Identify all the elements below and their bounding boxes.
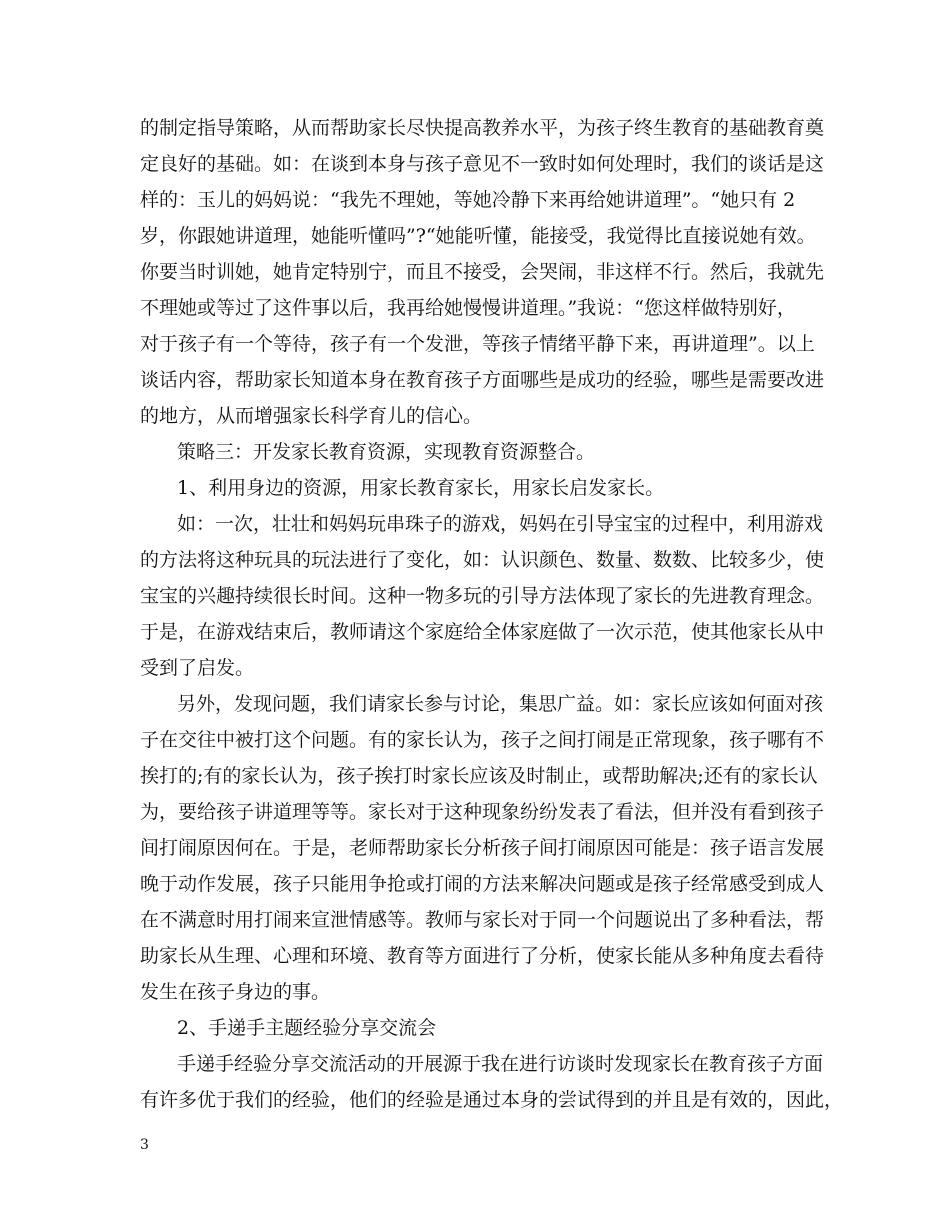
paragraph-line: 间打闹原因何在。于是，老师帮助家长分析孩子间打闹原因可能是：孩子语言发展: [140, 837, 825, 859]
paragraph-line: 如：一次，壮壮和妈妈玩串珠子的游戏，妈妈在引导宝宝的过程中，利用游戏: [177, 513, 824, 535]
paragraph-line: 于是，在游戏结束后，教师请这个家庭给全体家庭做了一次示范，使其他家长从中: [140, 621, 825, 643]
paragraph-line: 在不满意时用打闹来宣泄情感等。教师与家长对于同一个问题说出了多种看法，帮: [140, 909, 825, 931]
paragraph-line: 不理她或等过了这件事以后，我再给她慢慢讲道理。”我说：“您这样做特别好，: [140, 297, 796, 319]
subheading-2: 2、手递手主题经验分享交流会: [177, 1017, 437, 1039]
paragraph-line: 另外，发现问题，我们请家长参与讨论，集思广益。如：家长应该如何面对孩: [177, 693, 824, 715]
paragraph-line: 定良好的基础。如：在谈到本身与孩子意见不一致时如何处理时，我们的谈话是这: [140, 153, 825, 175]
paragraph-line: 的方法将这种玩具的玩法进行了变化，如：认识颜色、数量、数数、比较多少，使: [140, 549, 825, 571]
page-number: 3: [140, 1137, 149, 1153]
paragraph-line: 为，要给孩子讲道理等等。家长对于这种现象纷纷发表了看法，但并没有看到孩子: [140, 801, 825, 823]
paragraph-line: 晚于动作发展，孩子只能用争抢或打闹的方法来解决问题或是孩子经常感受到成人: [140, 873, 825, 895]
subheading-1: 1、利用身边的资源，用家长教育家长，用家长启发家长。: [177, 477, 665, 499]
paragraph-line: 样的：玉儿的妈妈说：“我先不理她，等她冷静下来再给她讲道理”。“她只有 2: [140, 189, 796, 211]
paragraph-line: 子在交往中被打这个问题。有的家长认为，孩子之间打闹是正常现象，孩子哪有不: [140, 729, 825, 751]
paragraph-line: 助家长从生理、心理和环境、教育等方面进行了分析，使家长能从多种角度去看待: [140, 945, 825, 967]
paragraph-line: 手递手经验分享交流活动的开展源于我在进行访谈时发现家长在教育孩子方面: [177, 1053, 824, 1075]
paragraph-line: 你要当时训她，她肯定特别宁，而且不接受，会哭闹，非这样不行。然后，我就先: [140, 261, 825, 283]
paragraph-line: 受到了启发。: [140, 657, 255, 679]
paragraph-line: 的制定指导策略，从而帮助家长尽快提高教养水平，为孩子终生教育的基础教育奠: [140, 117, 825, 139]
paragraph-line: 谈话内容，帮助家长知道本身在教育孩子方面哪些是成功的经验，哪些是需要改进: [140, 369, 825, 391]
paragraph-line: 岁，你跟她讲道理，她能听懂吗”?“她能听懂，能接受，我觉得比直接说她有效。: [140, 225, 816, 247]
paragraph-line: 有许多优于我们的经验，他们的经验是通过本身的尝试得到的并且是有效的，因此，: [140, 1089, 844, 1111]
paragraph-line: 挨打的;有的家长认为，孩子挨打时家长应该及时制止，或帮助解决;还有的家长认: [140, 765, 818, 787]
paragraph-line: 对于孩子有一个等待，孩子有一个发泄，等孩子情绪平静下来，再讲道理”。以上: [140, 333, 815, 355]
paragraph-line: 宝宝的兴趣持续很长时间。这种一物多玩的引导方法体现了家长的先进教育理念。: [140, 585, 825, 607]
section-heading-strategy-3: 策略三：开发家长教育资源，实现教育资源整合。: [177, 441, 596, 463]
paragraph-line: 发生在孩子身边的事。: [140, 981, 331, 1003]
paragraph-line: 的地方，从而增强家长科学育儿的信心。: [140, 405, 483, 427]
